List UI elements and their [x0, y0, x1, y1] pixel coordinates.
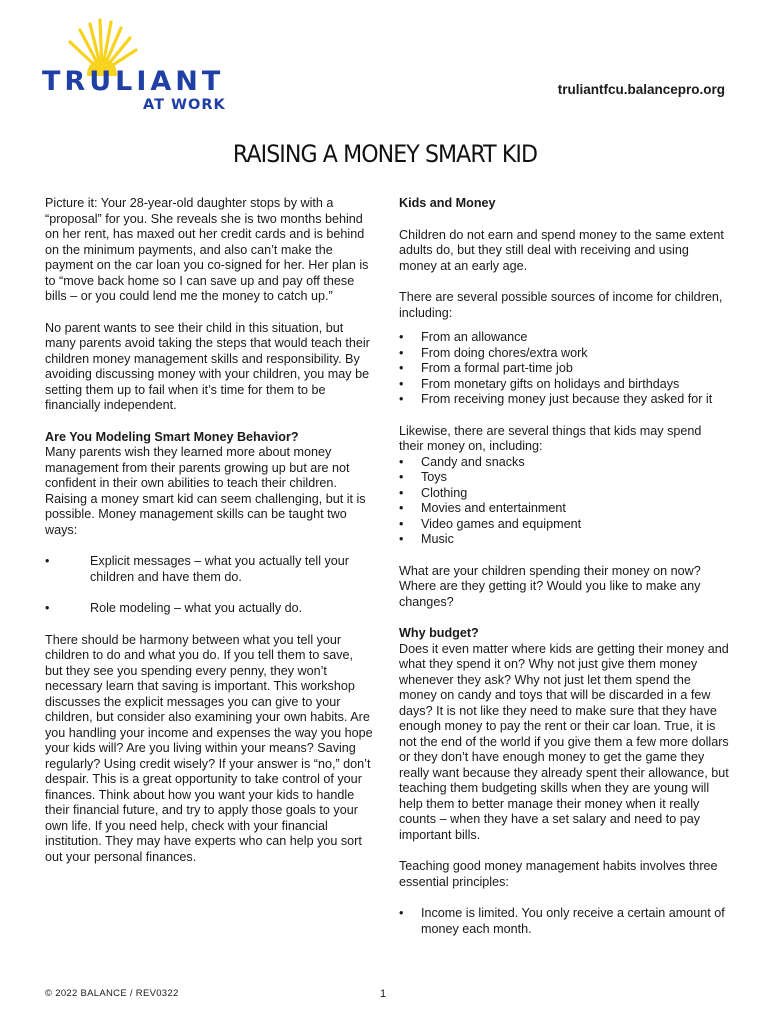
- section-heading: Kids and Money: [399, 196, 496, 210]
- principles-list: [399, 906, 729, 937]
- list-item: • Income is limited. You only receive a certain amount of money each month.: [399, 906, 729, 937]
- teaching-ways-list: [45, 554, 373, 617]
- list-item: • Toys: [399, 470, 729, 486]
- list-item: • From a formal part-time job: [399, 361, 729, 377]
- list-item: • From receiving money just because they asked for it: [399, 392, 729, 408]
- harmony-paragraph: There should be harmony between what you tell your children to do and what you do. If you tell them to save, but they see you spending every penny, they won’t necessary learn that saving is important. This workshop discusses the explicit messages you can give to your children, but consider also examining your own habits. Are you handling your income and expenses the way you hope your kids will? Are you living within your means? Saving regularly? Using credit wisely? If your answer is “no,” don’t despair. This is a great opportunity to take control of your finances. Think about how you want your kids to handle their financial future, and try to apply those goals to your own life. If you need help, check with your financial institution. They may have experts who can help you sort out your personal finances.: [45, 632, 373, 864]
- page-title: RAISING A MONEY SMART KID: [232, 140, 538, 168]
- list-item: • Movies and entertainment: [399, 501, 729, 517]
- list-item: • From an allowance: [399, 330, 729, 346]
- kids-money-paragraph: Children do not earn and spend money to the same extent adults do, but they still deal with receiving and using money at an early age.: [399, 227, 724, 273]
- page-number: 1: [380, 988, 387, 1000]
- questions-paragraph: What are your children spending their money on now? Where are they getting it? Would you like to make any changes?: [399, 563, 701, 609]
- section-heading: Are You Modeling Smart Money Behavior?: [45, 429, 299, 444]
- list-item: • Role modeling – what you actually do.: [45, 601, 373, 617]
- left-column: [45, 196, 373, 881]
- list-item: • Video games and equipment: [399, 517, 729, 533]
- truliant-logo: [42, 18, 242, 113]
- income-intro: There are several possible sources of income for children, including:: [399, 290, 723, 320]
- list-item: • Candy and snacks: [399, 455, 729, 471]
- list-item: • From doing chores/extra work: [399, 346, 729, 362]
- parent-paragraph: No parent wants to see their child in this situation, but many parents avoid taking the steps that would teach their children money management skills and responsibility. By avoiding discussing money with your children, you may be setting them up to fail when it’s time for them to be financially independent.: [45, 320, 370, 412]
- income-sources-list: [399, 330, 729, 408]
- spend-items-list: [399, 455, 729, 548]
- right-column: [399, 196, 729, 937]
- budget-paragraph: Does it even matter where kids are getting their money and what they spend it on? Why not just give them money whenever they ask? Why not just let them spend the money on candy and toys that will be discarded in a few days? It is not like they need to make sure that they have enough money to pay the rent or their car loan. True, it is not the end of the world if you give them a few more dollars or they don’t have enough money to get the game they really want because they already spent their allowance, but teaching them budgeting skills when they are young will help them to better manage their money when it really counts – when they have a set salary and need to pay important bills.: [399, 641, 729, 842]
- copyright: © 2022 BALANCE / REV0322: [45, 988, 179, 999]
- section-heading: Why budget?: [399, 626, 479, 640]
- intro-paragraph: Picture it: Your 28-year-old daughter stops by with a “proposal” for you. She reveals she is two months behind on her rent, has maxed out her credit cards and is behind on the minimum payments, and also can’t make the payment on the car loan you co-signed for her. Her plan is to “move back home so I can save up and pay off these bills – or you could lend me the money to catch up.”: [45, 196, 369, 303]
- list-item: • Clothing: [399, 486, 729, 502]
- list-item: • From monetary gifts on holidays and birthdays: [399, 377, 729, 393]
- spending-intro: Likewise, there are several things that kids may spend their money on, including:: [399, 423, 702, 453]
- principles-intro: Teaching good money management habits involves three essential principles:: [399, 859, 718, 889]
- modeling-paragraph: Many parents wish they learned more about money management from their parents growing up but are not confident in their own abilities to teach their children. Raising a money smart kid can seem challenging, but it is possible. Money management skills can be taught two ways:: [45, 445, 366, 537]
- list-item: • Music: [399, 532, 729, 548]
- list-item: • Explicit messages – what you actually tell your children and have them do.: [45, 554, 373, 585]
- logo-subtitle: AT WORK: [143, 97, 226, 113]
- site-url[interactable]: truliantfcu.balancepro.org: [557, 82, 725, 97]
- logo-wordmark: TRULIANT: [42, 66, 225, 97]
